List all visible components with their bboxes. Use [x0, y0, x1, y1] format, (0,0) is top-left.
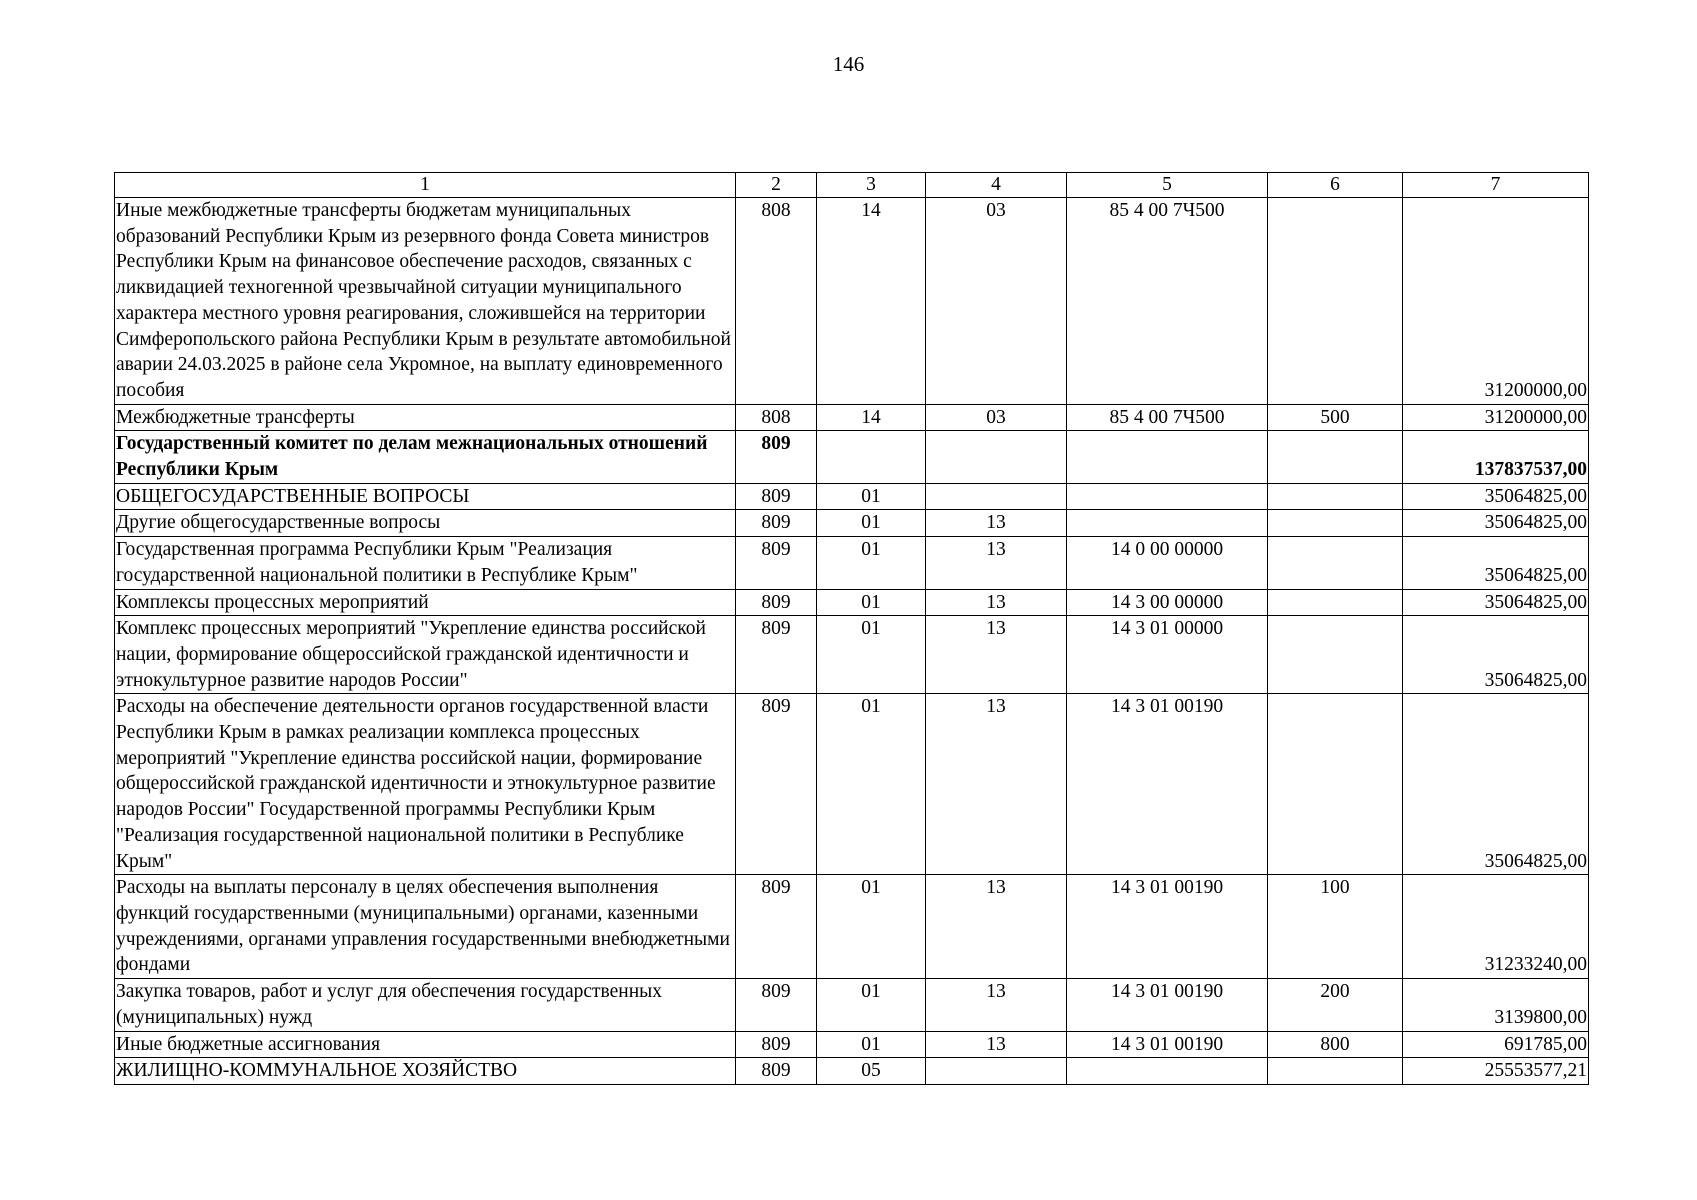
row-sum-cell: 31200000,00 [1403, 198, 1589, 405]
row-name-cell: Иные бюджетные ассигнования [115, 1031, 736, 1058]
table-row [115, 483, 1589, 510]
row-expense-type-cell [1268, 537, 1403, 589]
row-target-cell: 14 3 00 00000 [1067, 589, 1268, 616]
row-sum-cell: 31200000,00 [1403, 404, 1589, 431]
table-row [115, 431, 1589, 483]
row-sum-cell: 35064825,00 [1403, 616, 1589, 694]
table-row [115, 979, 1589, 1031]
row-code-cell: 809 [736, 537, 817, 589]
row-target-cell: 85 4 00 7Ч500 [1067, 404, 1268, 431]
row-expense-type-cell [1268, 510, 1403, 537]
row-sum-cell: 35064825,00 [1403, 694, 1589, 875]
row-code-cell: 809 [736, 875, 817, 979]
row-name-cell: ЖИЛИЩНО-КОММУНАЛЬНОЕ ХОЗЯЙСТВО [115, 1058, 736, 1085]
row-sum-cell: 31233240,00 [1403, 875, 1589, 979]
row-code-cell: 809 [736, 589, 817, 616]
row-section-cell: 01 [817, 616, 926, 694]
row-section-cell: 01 [817, 694, 926, 875]
row-target-cell: 14 3 01 00000 [1067, 616, 1268, 694]
row-subsection-cell [926, 483, 1067, 510]
row-subsection-cell: 13 [926, 875, 1067, 979]
row-name-cell: Межбюджетные трансферты [115, 404, 736, 431]
row-expense-type-cell: 800 [1268, 1031, 1403, 1058]
table-row [115, 404, 1589, 431]
row-subsection-cell [926, 431, 1067, 483]
row-section-cell: 01 [817, 510, 926, 537]
row-subsection-cell: 13 [926, 589, 1067, 616]
row-section-cell: 01 [817, 875, 926, 979]
header-cell-6: 6 [1268, 173, 1403, 198]
row-name-cell: Другие общегосударственные вопросы [115, 510, 736, 537]
row-sum-cell: 25553577,21 [1403, 1058, 1589, 1085]
table-row [115, 616, 1589, 694]
row-name-cell: Иные межбюджетные трансферты бюджетам муниципальных образований Республики Крым из резервного фонда Совета министров Республики Крым на финансовое обеспечение расходов, связанных с ликвидацией техногенной чрезвычайной ситуации муниципального характера местного уровня реагирования, сложившейся на территории Симферопольского района Республики Крым в результате автомобильной аварии 24.03.2025 в районе села Укромное, на выплату единовременного пособия [115, 198, 736, 405]
table-row [115, 589, 1589, 616]
row-name-cell: Закупка товаров, работ и услуг для обеспечения государственных (муниципальных) нужд [115, 979, 736, 1031]
row-subsection-cell: 13 [926, 1031, 1067, 1058]
row-sum-cell: 35064825,00 [1403, 537, 1589, 589]
row-code-cell: 809 [736, 1058, 817, 1085]
row-subsection-cell: 13 [926, 537, 1067, 589]
header-cell-4: 4 [926, 173, 1067, 198]
row-expense-type-cell [1268, 431, 1403, 483]
row-code-cell: 808 [736, 404, 817, 431]
row-section-cell [817, 431, 926, 483]
header-cell-7: 7 [1403, 173, 1589, 198]
row-section-cell: 01 [817, 589, 926, 616]
row-target-cell: 14 0 00 00000 [1067, 537, 1268, 589]
row-sum-cell: 35064825,00 [1403, 510, 1589, 537]
header-cell-2: 2 [736, 173, 817, 198]
row-expense-type-cell: 100 [1268, 875, 1403, 979]
row-code-cell: 809 [736, 1031, 817, 1058]
header-cell-5: 5 [1067, 173, 1268, 198]
row-target-cell: 14 3 01 00190 [1067, 1031, 1268, 1058]
row-subsection-cell: 03 [926, 404, 1067, 431]
row-sum-cell: 35064825,00 [1403, 483, 1589, 510]
table-row [115, 694, 1589, 875]
page-number: 146 [832, 52, 865, 76]
header-cell-1: 1 [115, 173, 736, 198]
row-subsection-cell: 13 [926, 694, 1067, 875]
row-name-cell: Государственный комитет по делам межнациональных отношений Республики Крым [115, 431, 736, 483]
table-row [115, 537, 1589, 589]
row-section-cell: 14 [817, 404, 926, 431]
row-expense-type-cell: 500 [1268, 404, 1403, 431]
row-section-cell: 01 [817, 1031, 926, 1058]
row-expense-type-cell: 200 [1268, 979, 1403, 1031]
row-expense-type-cell [1268, 1058, 1403, 1085]
row-expense-type-cell [1268, 616, 1403, 694]
row-section-cell: 01 [817, 537, 926, 589]
header-cell-3: 3 [817, 173, 926, 198]
row-target-cell [1067, 483, 1268, 510]
row-target-cell: 14 3 01 00190 [1067, 875, 1268, 979]
row-sum-cell: 137837537,00 [1403, 431, 1589, 483]
row-code-cell: 809 [736, 694, 817, 875]
row-expense-type-cell [1268, 589, 1403, 616]
row-name-cell: Расходы на выплаты персоналу в целях обеспечения выполнения функций государственными (муниципальными) органами, казенными учреждениями, органами управления государственными внебюджетными фондами [115, 875, 736, 979]
row-target-cell: 85 4 00 7Ч500 [1067, 198, 1268, 405]
row-name-cell: Расходы на обеспечение деятельности органов государственной власти Республики Крым в рамках реализации комплекса процессных мероприятий "Укрепление единства российской нации, формирование общероссийской гражданской идентичности и этнокультурное развитие народов России" Государственной программы Республики Крым "Реализация государственной национальной политики в Республике Крым" [115, 694, 736, 875]
row-target-cell [1067, 431, 1268, 483]
row-code-cell: 809 [736, 616, 817, 694]
row-subsection-cell: 03 [926, 198, 1067, 405]
row-code-cell: 809 [736, 431, 817, 483]
table-row [115, 1031, 1589, 1058]
row-subsection-cell: 13 [926, 979, 1067, 1031]
table-row [115, 198, 1589, 405]
row-target-cell [1067, 510, 1268, 537]
row-subsection-cell [926, 1058, 1067, 1085]
table-row [115, 875, 1589, 979]
row-section-cell: 05 [817, 1058, 926, 1085]
row-sum-cell: 691785,00 [1403, 1031, 1589, 1058]
row-sum-cell: 3139800,00 [1403, 979, 1589, 1031]
row-expense-type-cell [1268, 198, 1403, 405]
row-section-cell: 01 [817, 483, 926, 510]
row-section-cell: 14 [817, 198, 926, 405]
header-row [115, 173, 1589, 198]
row-target-cell [1067, 1058, 1268, 1085]
row-expense-type-cell [1268, 694, 1403, 875]
row-code-cell: 809 [736, 483, 817, 510]
row-target-cell: 14 3 01 00190 [1067, 979, 1268, 1031]
table-row [115, 1058, 1589, 1085]
row-code-cell: 808 [736, 198, 817, 405]
row-sum-cell: 35064825,00 [1403, 589, 1589, 616]
row-name-cell: Государственная программа Республики Крым "Реализация государственной национальной политики в Республике Крым" [115, 537, 736, 589]
row-target-cell: 14 3 01 00190 [1067, 694, 1268, 875]
row-expense-type-cell [1268, 483, 1403, 510]
row-name-cell: ОБЩЕГОСУДАРСТВЕННЫЕ ВОПРОСЫ [115, 483, 736, 510]
row-code-cell: 809 [736, 510, 817, 537]
row-subsection-cell: 13 [926, 510, 1067, 537]
budget-table [114, 172, 1589, 1085]
row-name-cell: Комплексы процессных мероприятий [115, 589, 736, 616]
row-code-cell: 809 [736, 979, 817, 1031]
row-section-cell: 01 [817, 979, 926, 1031]
row-subsection-cell: 13 [926, 616, 1067, 694]
row-name-cell: Комплекс процессных мероприятий "Укрепление единства российской нации, формирование общероссийской гражданской идентичности и этнокультурное развитие народов России" [115, 616, 736, 694]
table-row [115, 510, 1589, 537]
